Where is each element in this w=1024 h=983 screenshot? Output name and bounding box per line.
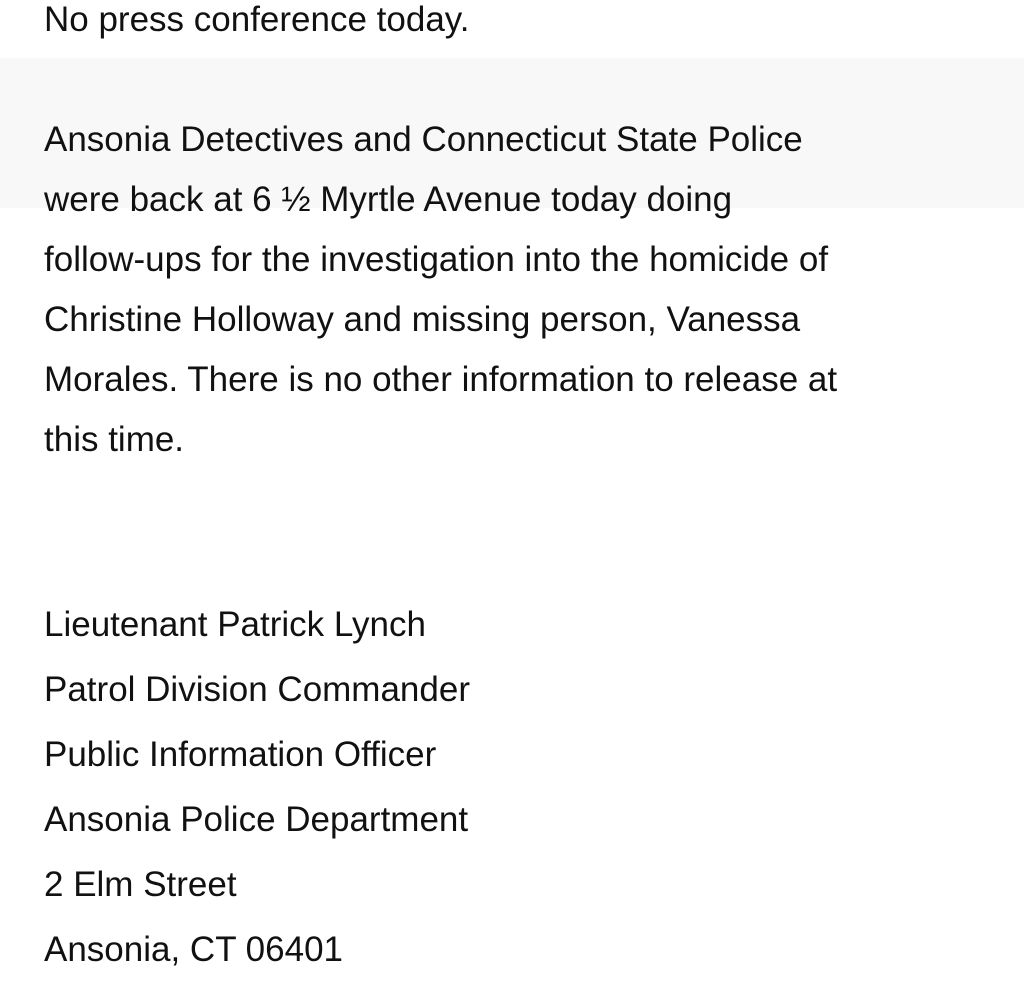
signature-name: Lieutenant Patrick Lynch [44,605,426,644]
body-line: Morales. There is no other information to release at [44,360,838,399]
body-line: Ansonia Detectives and Connecticut State Police [44,120,803,159]
body-line: follow-ups for the investigation into the homicide of [44,240,829,279]
intro-line: No press conference today. [44,0,470,39]
signature-department: Ansonia Police Department [44,800,469,839]
body-line: this time. [44,420,185,459]
signature-city: Ansonia, CT 06401 [44,930,344,969]
signature-street: 2 Elm Street [44,865,237,904]
signature-role: Public Information Officer [44,735,437,774]
signature-title: Patrol Division Commander [44,670,470,709]
body-line: were back at 6 ½ Myrtle Avenue today doing [44,180,733,219]
body-line: Christine Holloway and missing person, Vanessa [44,300,801,339]
